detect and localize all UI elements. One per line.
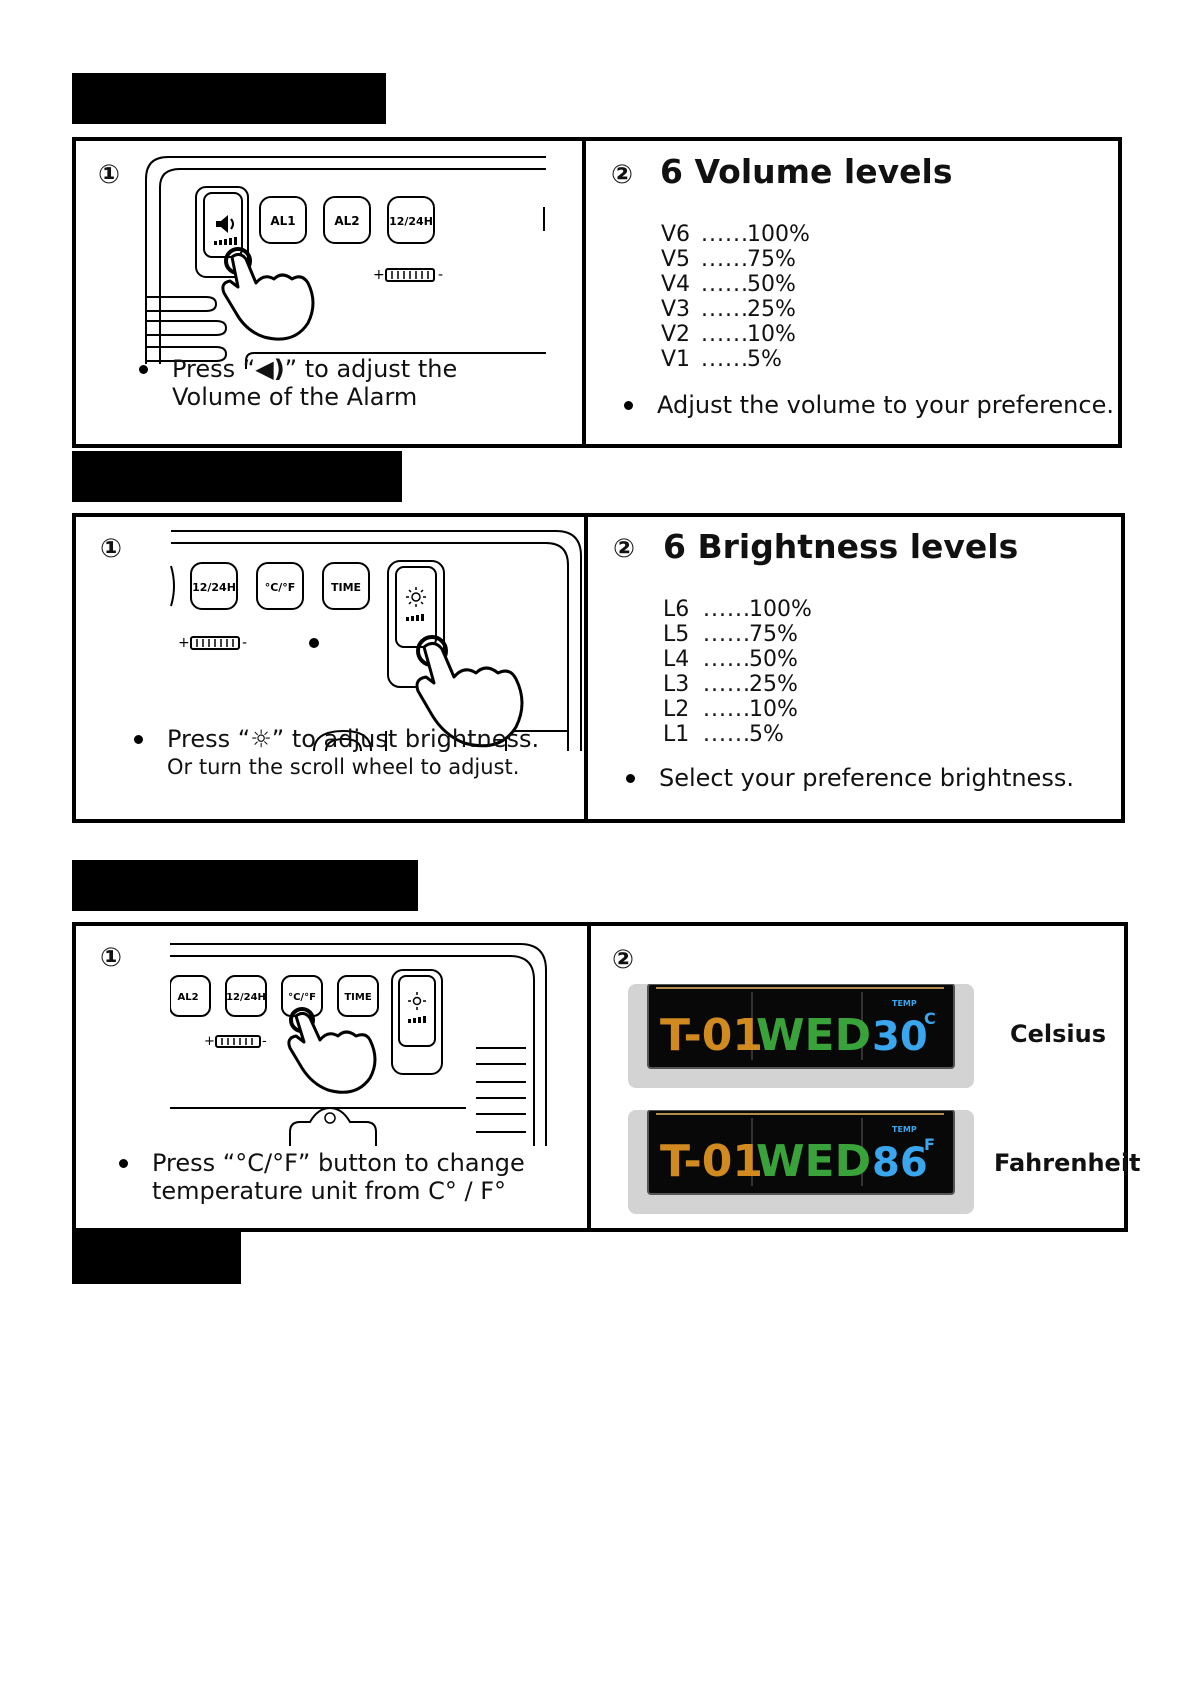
step-number-2: ② (612, 945, 635, 975)
temperature-instruction: Press “°C/°F” button to change temperature unit from C° / F° (152, 1149, 525, 1205)
level-dots: ...... (703, 697, 751, 722)
step-number-2: ② (611, 160, 634, 190)
volume-levels-list (661, 222, 810, 372)
step-number-1: ① (98, 160, 121, 190)
volume-panel-divider (582, 141, 586, 444)
button-label-12-24h: 12/24H (192, 581, 236, 594)
button-label-time: TIME (330, 581, 362, 594)
sun-icon: ☼ (250, 725, 272, 753)
bullet (624, 401, 633, 410)
level-value: 10% (747, 322, 796, 347)
button-label-al2: AL2 (177, 992, 199, 1003)
temperature-panel-divider (587, 926, 591, 1228)
button-label-al1: AL1 (270, 214, 296, 228)
button-label-c-f: °C/°F (288, 992, 316, 1003)
level-value: 5% (749, 722, 784, 747)
level-dots: ...... (703, 722, 751, 747)
lcd-celsius-unit: C (924, 1009, 936, 1028)
svg-text:-: - (262, 1034, 267, 1049)
svg-text:-: - (242, 635, 248, 651)
lcd-fahrenheit-unit: F (924, 1135, 935, 1154)
celsius-label: Celsius (1010, 1020, 1106, 1048)
bullet (134, 735, 143, 744)
fahrenheit-label: Fahrenheit (994, 1149, 1141, 1177)
volume-levels-heading: 6 Volume levels (660, 152, 953, 191)
level-dots: ...... (701, 322, 749, 347)
volume-instruction: Press “◀)” to adjust the Volume of the Alarm (172, 355, 457, 411)
level-dots: ...... (703, 622, 751, 647)
bullet (139, 365, 148, 374)
level-value: 50% (747, 272, 796, 297)
level-name: V3 (661, 297, 691, 322)
temperature-panel (72, 922, 1141, 1232)
level-name: V2 (661, 322, 691, 347)
level-name: V1 (661, 347, 691, 372)
volume-note: Adjust the volume to your preference. (657, 391, 1114, 419)
lcd-day: WED (756, 1010, 872, 1061)
button-label-time: TIME (344, 992, 372, 1003)
level-dots: ...... (703, 597, 751, 622)
level-value: 100% (749, 597, 812, 622)
level-row (663, 647, 812, 672)
level-name: L1 (663, 722, 690, 747)
bullet (119, 1159, 128, 1168)
level-row (663, 597, 812, 622)
level-dots: ...... (701, 272, 749, 297)
hand-pointer-icon (223, 249, 313, 339)
brightness-button-illustration (166, 521, 596, 751)
svg-text:+: + (373, 267, 385, 283)
svg-text:WED: WED (756, 1136, 872, 1187)
level-value: 75% (749, 622, 798, 647)
level-row (663, 722, 812, 747)
svg-text:+: + (178, 635, 190, 651)
level-row (661, 222, 810, 247)
level-value: 75% (747, 247, 796, 272)
lcd-temp-label: TEMP (892, 999, 917, 1008)
button-label-al2: AL2 (334, 214, 360, 228)
lcd-fahrenheit-value: 86 (872, 1140, 928, 1186)
level-name: L4 (663, 647, 690, 672)
svg-text:T-01: T-01 (660, 1136, 764, 1187)
button-label-c-f: °C/°F (264, 581, 296, 594)
step-number-1: ① (100, 943, 123, 973)
section-title-bar-brightness (72, 451, 402, 502)
level-row (661, 247, 810, 272)
level-name: V6 (661, 222, 691, 247)
level-dots: ...... (703, 647, 751, 672)
section-title-bar-volume (72, 73, 386, 124)
lcd-display-fahrenheit (626, 1110, 976, 1218)
step-number-1: ① (100, 534, 123, 564)
volume-panel (72, 137, 1122, 448)
brightness-levels-list (663, 597, 812, 747)
level-row (661, 297, 810, 322)
level-value: 10% (749, 697, 798, 722)
button-label-12-24h: 12/24H (226, 992, 266, 1003)
level-dots: ...... (701, 347, 749, 372)
lcd-celsius-value: 30 (872, 1014, 928, 1060)
hand-pointer-icon (289, 1009, 375, 1092)
level-name: L6 (663, 597, 690, 622)
brightness-panel (72, 513, 1125, 823)
lcd-display-celsius (626, 984, 976, 1092)
level-name: L2 (663, 697, 690, 722)
level-row (663, 622, 812, 647)
level-value: 100% (747, 222, 810, 247)
level-dots: ...... (701, 297, 749, 322)
level-row (661, 347, 810, 372)
step-number-2: ② (613, 534, 636, 564)
level-dots: ...... (703, 672, 751, 697)
level-value: 25% (747, 297, 796, 322)
alarm-volume-button-illustration (136, 149, 556, 369)
level-row (663, 672, 812, 697)
brightness-levels-heading: 6 Brightness levels (663, 527, 1019, 566)
brightness-instruction: Press “☼” to adjust brightness. Or turn the scroll wheel to adjust. (167, 725, 539, 781)
level-dots: ...... (701, 222, 749, 247)
svg-text:TEMP: TEMP (892, 1125, 917, 1134)
level-value: 25% (749, 672, 798, 697)
level-name: L5 (663, 622, 690, 647)
bullet (626, 774, 635, 783)
lcd-time: T-01 (660, 1010, 764, 1061)
level-value: 50% (749, 647, 798, 672)
speaker-icon: ◀) (255, 355, 285, 383)
section-title-bar-next (72, 1232, 241, 1284)
level-dots: ...... (701, 247, 749, 272)
svg-text:-: - (438, 267, 444, 283)
level-name: L3 (663, 672, 690, 697)
level-row (663, 697, 812, 722)
temperature-unit-button-illustration (170, 936, 570, 1146)
svg-text:+: + (204, 1034, 215, 1049)
button-label-12-24h: 12/24H (389, 215, 433, 228)
section-title-bar-temperature (72, 860, 418, 911)
level-name: V4 (661, 272, 691, 297)
level-value: 5% (747, 347, 782, 372)
level-name: V5 (661, 247, 691, 272)
brightness-note: Select your preference brightness. (659, 764, 1074, 792)
level-row (661, 322, 810, 347)
level-row (661, 272, 810, 297)
